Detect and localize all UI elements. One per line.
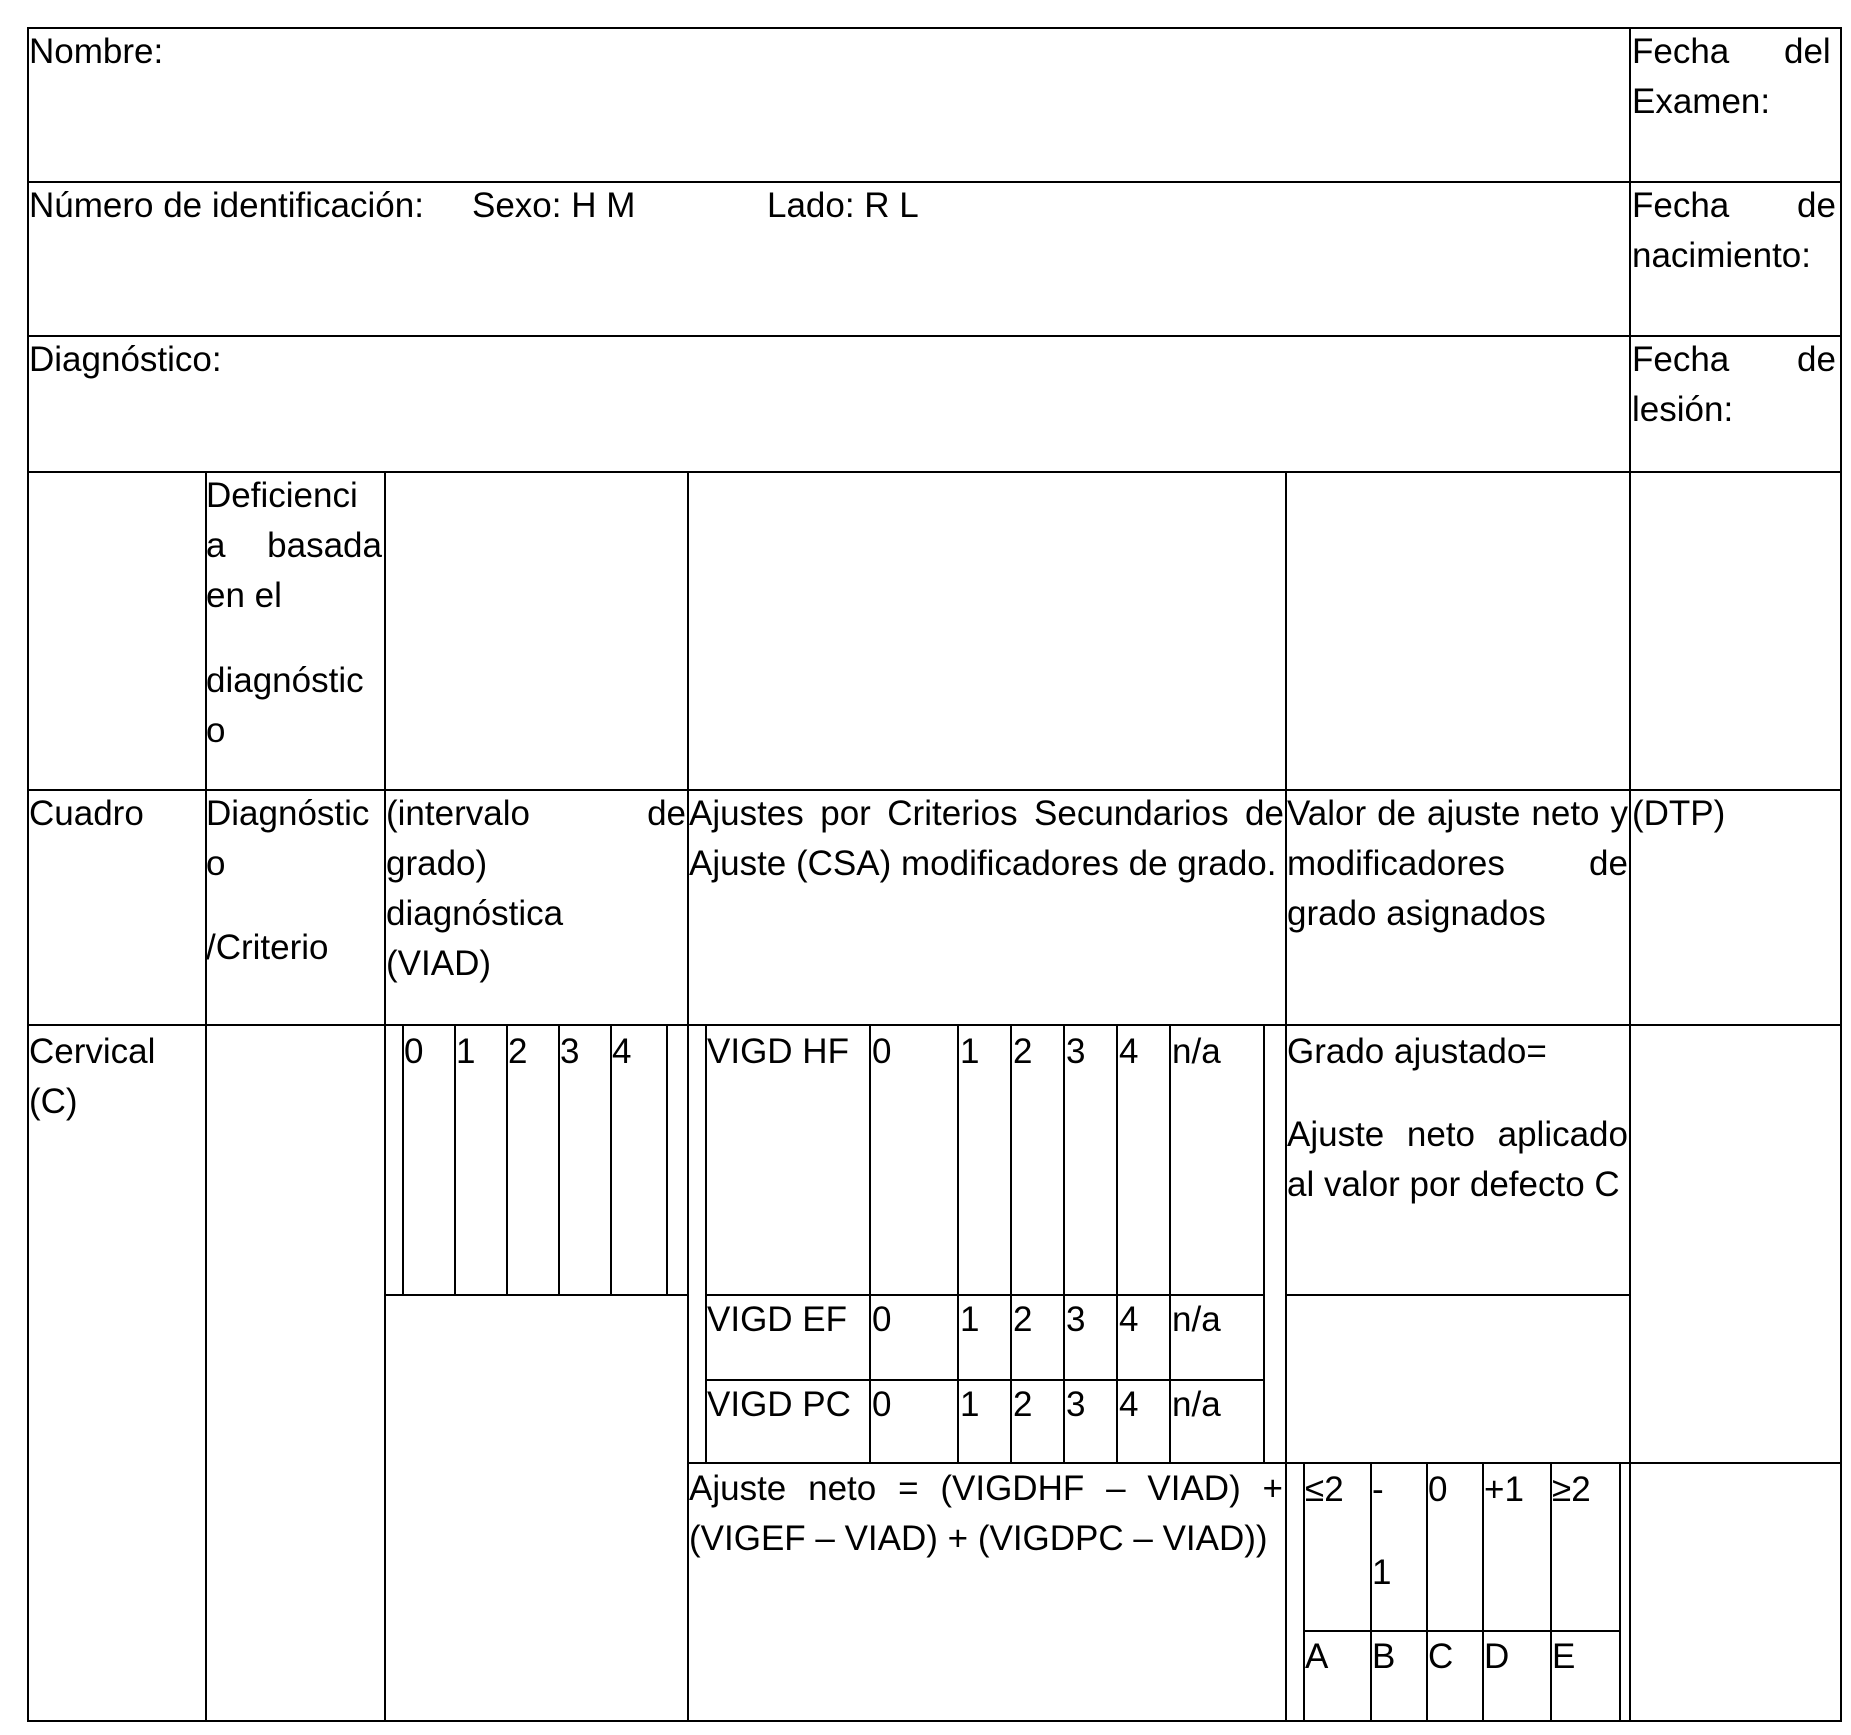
cervical-cuadro-cell [27,1024,207,1722]
diagnostico-cell[interactable] [27,335,1631,473]
nombre-cell[interactable] [27,27,1631,183]
fecha-nacimiento-label-1: Fecha [1632,186,1730,225]
vigd-hf-3-label: 3 [1066,1032,1086,1071]
adjustment-value-minus1-label-2: 1 [1372,1553,1392,1592]
vigd-ef-4-label: 4 [1119,1300,1139,1339]
intervalo-label-3: diagnóstica [386,894,564,933]
sexo-label: Sexo: H M [472,186,636,225]
vigd-pc-2-label: 2 [1013,1385,1033,1424]
vigd-hf-1-label: 1 [960,1032,980,1071]
diagnostico-criterio-label-3: /Criterio [206,928,329,967]
numero-identificacion-label: Número de identificación: [29,186,424,225]
adjustment-letter-b-label: B [1372,1637,1396,1676]
adjustment-letter-a-label: A [1305,1637,1329,1676]
fecha-nacimiento-label-2: nacimiento: [1632,236,1811,275]
vigd-pc-0-label: 0 [872,1385,892,1424]
vigd-ef-3-label: 3 [1066,1300,1086,1339]
vigd-ef-label: VIGD EF [707,1300,848,1339]
cervical-diagnostico-cell[interactable] [205,1024,386,1722]
deficiencia-row-col4 [687,471,1287,791]
viad-grade-3-label: 3 [560,1032,580,1071]
cuadro-label: Cuadro [29,794,144,833]
fecha-examen-label-1b: del [1784,32,1831,71]
vigd-hf-4-label: 4 [1119,1032,1139,1071]
valor-ajuste-label: Valor de ajuste neto y modificadores de grado asignados [1287,794,1628,933]
diagnostico-label: Diagnóstico: [29,340,222,379]
vigd-hf-2-label: 2 [1013,1032,1033,1071]
vigd-pc-3-label: 3 [1066,1385,1086,1424]
viad-grade-0-label: 0 [404,1032,424,1071]
cervical-label-1: Cervical [29,1032,156,1071]
nombre-label: Nombre: [29,32,164,71]
diagnostico-criterio-label-2: o [206,844,226,883]
fecha-lesion-label-1: Fecha [1632,340,1730,379]
vigd-ef-0-label: 0 [872,1300,892,1339]
vigd-ef-2-label: 2 [1013,1300,1033,1339]
adjustment-value-plus1-label: +1 [1484,1470,1524,1509]
intervalo-label-2: grado) [386,844,488,883]
deficiencia-label-4: diagnóstic [206,661,364,700]
viad-grade-2-label: 2 [508,1032,528,1071]
fecha-examen-label-2: Examen: [1632,82,1771,121]
adjustment-value-minus2-label: ≤2 [1305,1470,1344,1509]
ajustes-csa-label: Ajustes por Criterios Secundarios de Ajuste (CSA) modificadores de grado. [689,794,1284,883]
vigd-ef-na-label: n/a [1172,1300,1221,1339]
deficiencia-label-2: a basada [206,526,382,565]
ajuste-neto-formula: Ajuste neto = (VIGDHF – VIAD) + (VIGEF – VIAD) + (VIGDPC – VIAD)) [689,1469,1283,1558]
deficiencia-label-1: Deficienci [206,476,358,515]
vigd-hf-0-label: 0 [872,1032,892,1071]
vigd-pc-label: VIGD PC [707,1385,851,1424]
vigd-hf-na-label: n/a [1172,1032,1221,1071]
adjustment-letter-c-label: C [1428,1637,1454,1676]
fecha-nacimiento-label-1b: de [1797,186,1836,225]
deficiencia-label-5: o [206,711,226,750]
adjustment-value-minus1-label-1: - [1372,1470,1384,1509]
grado-ajustado-label: Grado ajustado= [1287,1032,1547,1071]
adjustment-value-0-label: 0 [1428,1470,1448,1509]
viad-grade-4-label: 4 [612,1032,632,1071]
deficiencia-row-col3 [384,471,689,791]
viad-grade-1-label: 1 [456,1032,476,1071]
deficiencia-row-col6 [1629,471,1842,791]
lado-label: Lado: R L [767,186,919,225]
vigd-ef-1-label: 1 [960,1300,980,1339]
vigd-pc-4-label: 4 [1119,1385,1139,1424]
fecha-lesion-label-1b: de [1797,340,1836,379]
diagnostico-criterio-label-1: Diagnóstic [206,794,370,833]
deficiencia-row-col5 [1285,471,1631,791]
deficiencia-label-3: en el [206,576,282,615]
ajuste-neto-aplicado-label: Ajuste neto aplicado al valor por defecto C [1287,1115,1628,1204]
adjustment-value-plus2-label: ≥2 [1552,1470,1591,1509]
cervical-label-2: (C) [29,1082,78,1121]
dtp-result-cell[interactable] [1629,1462,1842,1722]
fecha-lesion-label-2: lesión: [1632,390,1734,429]
intervalo-label-4: (VIAD) [386,944,491,983]
adjustment-letter-e-label: E [1552,1637,1576,1676]
dtp-label: (DTP) [1632,794,1726,833]
valor-ajuste-blank-cell[interactable] [1285,1294,1631,1464]
vigd-hf-label: VIGD HF [707,1032,849,1071]
adjustment-letter-d-label: D [1484,1637,1510,1676]
vigd-pc-na-label: n/a [1172,1385,1221,1424]
vigd-pc-1-label: 1 [960,1385,980,1424]
intervalo-label-1: (intervalo de [386,794,686,833]
fecha-examen-label-1: Fecha [1632,32,1730,71]
deficiencia-row-col1 [27,471,207,791]
